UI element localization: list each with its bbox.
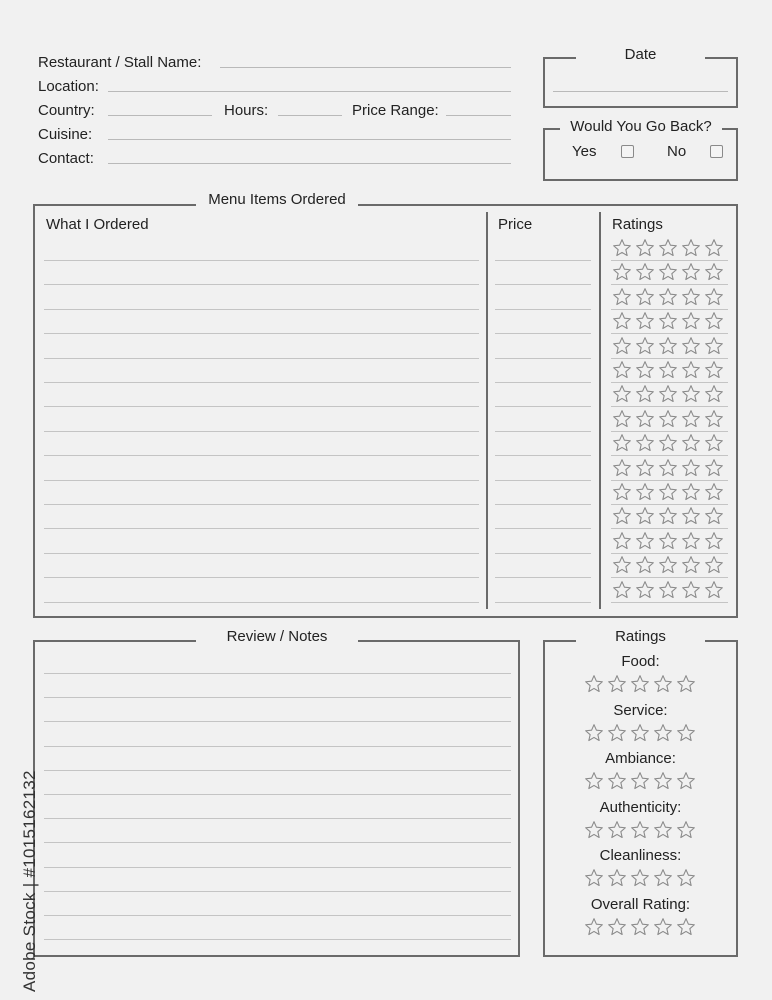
rating-category-label: Ambiance: [605,750,676,767]
star-outline-icon[interactable] [658,482,678,502]
star-outline-icon[interactable] [612,262,632,282]
rating-line[interactable] [611,455,728,456]
rating-category-label: Food: [621,653,660,670]
star-outline-icon[interactable] [676,723,696,743]
star-outline-icon[interactable] [653,917,673,937]
star-outline-icon[interactable] [612,433,632,453]
star-outline-icon[interactable] [658,409,678,429]
price-header: Price [498,216,533,233]
category-rating-stars [584,917,696,937]
menu-item-rating-stars [612,360,724,380]
star-outline-icon[interactable] [704,409,724,429]
star-outline-icon[interactable] [658,262,678,282]
star-outline-icon[interactable] [607,723,627,743]
yes-checkbox[interactable] [621,145,634,158]
star-outline-icon[interactable] [612,409,632,429]
no-checkbox[interactable] [710,145,723,158]
menu-item-rating-stars [612,555,724,575]
star-outline-icon[interactable] [635,262,655,282]
price-line[interactable] [495,284,591,285]
menu-item-rating-stars [612,311,724,331]
date-field[interactable] [553,91,728,92]
star-outline-icon[interactable] [635,531,655,551]
star-outline-icon[interactable] [607,771,627,791]
star-outline-icon[interactable] [607,868,627,888]
star-outline-icon[interactable] [612,384,632,404]
rating-line[interactable] [611,260,728,261]
menu-item-rating-stars [612,506,724,526]
star-outline-icon[interactable] [630,771,650,791]
menu-item-rating-stars [612,458,724,478]
ordered-line[interactable] [44,309,479,310]
star-outline-icon[interactable] [635,580,655,600]
menu-item-rating-stars [612,482,724,502]
star-outline-icon[interactable] [635,555,655,575]
star-outline-icon[interactable] [630,723,650,743]
price-column-divider [486,212,488,609]
star-outline-icon[interactable] [658,238,678,258]
review-line[interactable] [44,746,511,747]
star-outline-icon[interactable] [635,287,655,307]
review-line[interactable] [44,794,511,795]
star-outline-icon[interactable] [658,531,678,551]
price-line[interactable] [495,577,591,578]
watermark-text: Adobe Stock | #1015162132 [20,770,39,992]
rating-line[interactable] [611,333,728,334]
star-outline-icon[interactable] [676,917,696,937]
star-outline-icon[interactable] [612,506,632,526]
star-outline-icon[interactable] [584,917,604,937]
menu-item-rating-stars [612,433,724,453]
ordered-line[interactable] [44,553,479,554]
star-outline-icon[interactable] [681,409,701,429]
price-line[interactable] [495,309,591,310]
star-outline-icon[interactable] [630,868,650,888]
star-outline-icon[interactable] [653,674,673,694]
star-outline-icon[interactable] [653,820,673,840]
menu-item-rating-stars [612,384,724,404]
price-range-label: Price Range: [352,102,439,119]
star-outline-icon[interactable] [635,384,655,404]
star-outline-icon[interactable] [681,580,701,600]
star-outline-icon[interactable] [676,674,696,694]
star-outline-icon[interactable] [584,868,604,888]
ratings-column-divider [599,212,601,609]
star-outline-icon[interactable] [658,580,678,600]
review-line[interactable] [44,697,511,698]
star-outline-icon[interactable] [704,458,724,478]
go-back-title: Would You Go Back? [560,118,722,136]
price-line[interactable] [495,358,591,359]
star-outline-icon[interactable] [612,458,632,478]
ordered-line[interactable] [44,284,479,285]
star-outline-icon[interactable] [681,384,701,404]
star-outline-icon[interactable] [681,531,701,551]
category-rating-stars [584,771,696,791]
star-outline-icon[interactable] [681,433,701,453]
rating-line[interactable] [611,382,728,383]
menu-item-rating-stars [612,262,724,282]
contact-field[interactable] [108,163,511,164]
star-outline-icon[interactable] [635,360,655,380]
menu-item-rating-stars [612,409,724,429]
star-outline-icon[interactable] [704,287,724,307]
review-line[interactable] [44,939,511,940]
star-outline-icon[interactable] [635,311,655,331]
contact-label: Contact: [38,150,94,167]
rating-line[interactable] [611,504,728,505]
ordered-line[interactable] [44,528,479,529]
star-outline-icon[interactable] [704,580,724,600]
review-line[interactable] [44,891,511,892]
restaurant-field[interactable] [220,67,511,68]
category-rating-stars [584,868,696,888]
location-label: Location: [38,78,99,95]
star-outline-icon[interactable] [584,820,604,840]
rating-line[interactable] [611,577,728,578]
star-outline-icon[interactable] [635,409,655,429]
star-outline-icon[interactable] [607,917,627,937]
review-line[interactable] [44,673,511,674]
rating-category-label: Overall Rating: [590,896,691,913]
star-outline-icon[interactable] [612,580,632,600]
star-outline-icon[interactable] [681,238,701,258]
category-rating-stars [584,820,696,840]
rating-line[interactable] [611,431,728,432]
star-outline-icon[interactable] [584,771,604,791]
star-outline-icon[interactable] [607,674,627,694]
star-outline-icon[interactable] [658,458,678,478]
ordered-line[interactable] [44,577,479,578]
menu-items-title: Menu Items Ordered [196,191,358,209]
star-outline-icon[interactable] [658,311,678,331]
review-line[interactable] [44,818,511,819]
hours-label: Hours: [224,102,269,119]
star-outline-icon[interactable] [681,287,701,307]
price-line[interactable] [495,406,591,407]
price-line[interactable] [495,455,591,456]
ordered-line[interactable] [44,358,479,359]
star-outline-icon[interactable] [681,555,701,575]
review-line[interactable] [44,915,511,916]
review-notes-box [33,640,520,957]
cuisine-field[interactable] [108,139,511,140]
ordered-line[interactable] [44,455,479,456]
rating-line[interactable] [611,553,728,554]
star-outline-icon[interactable] [584,723,604,743]
price-line[interactable] [495,431,591,432]
star-outline-icon[interactable] [653,723,673,743]
star-outline-icon[interactable] [704,555,724,575]
star-outline-icon[interactable] [612,238,632,258]
star-outline-icon[interactable] [635,506,655,526]
ordered-line[interactable] [44,602,479,603]
price-line[interactable] [495,260,591,261]
country-field[interactable] [108,115,212,116]
rating-category-label: Cleanliness: [599,847,682,864]
star-outline-icon[interactable] [676,771,696,791]
price-range-field[interactable] [446,115,511,116]
star-outline-icon[interactable] [612,287,632,307]
star-outline-icon[interactable] [612,555,632,575]
star-outline-icon[interactable] [612,360,632,380]
star-outline-icon[interactable] [704,360,724,380]
ordered-line[interactable] [44,431,479,432]
star-outline-icon[interactable] [612,311,632,331]
ratings-title: Ratings [576,628,705,646]
star-outline-icon[interactable] [635,238,655,258]
hours-field[interactable] [278,115,342,116]
star-outline-icon[interactable] [658,287,678,307]
menu-item-rating-stars [612,287,724,307]
star-outline-icon[interactable] [635,482,655,502]
star-outline-icon[interactable] [681,336,701,356]
star-outline-icon[interactable] [681,458,701,478]
star-outline-icon[interactable] [681,360,701,380]
star-outline-icon[interactable] [584,674,604,694]
menu-item-rating-stars [612,580,724,600]
rating-line[interactable] [611,528,728,529]
star-outline-icon[interactable] [607,820,627,840]
star-outline-icon[interactable] [681,482,701,502]
star-outline-icon[interactable] [630,820,650,840]
date-title: Date [576,46,705,64]
star-outline-icon[interactable] [704,433,724,453]
star-outline-icon[interactable] [635,336,655,356]
what-i-ordered-header: What I Ordered [46,216,149,233]
star-outline-icon[interactable] [658,360,678,380]
ordered-line[interactable] [44,504,479,505]
category-rating-stars [584,723,696,743]
rating-line[interactable] [611,602,728,603]
star-outline-icon[interactable] [658,336,678,356]
rating-line[interactable] [611,358,728,359]
star-outline-icon[interactable] [658,506,678,526]
price-line[interactable] [495,602,591,603]
price-line[interactable] [495,504,591,505]
star-outline-icon[interactable] [635,433,655,453]
cuisine-label: Cuisine: [38,126,93,143]
ratings-header: Ratings [612,216,663,233]
star-outline-icon[interactable] [630,674,650,694]
restaurant-label: Restaurant / Stall Name: [38,54,202,71]
review-line[interactable] [44,770,511,771]
review-line[interactable] [44,842,511,843]
ordered-line[interactable] [44,406,479,407]
star-outline-icon[interactable] [704,482,724,502]
star-outline-icon[interactable] [658,384,678,404]
menu-item-rating-stars [612,531,724,551]
ordered-line[interactable] [44,260,479,261]
star-outline-icon[interactable] [681,506,701,526]
category-rating-stars [584,674,696,694]
yes-label: Yes [572,143,597,160]
ordered-line[interactable] [44,333,479,334]
star-outline-icon[interactable] [676,868,696,888]
review-notes-title: Review / Notes [196,628,358,646]
star-outline-icon[interactable] [653,868,673,888]
review-line[interactable] [44,867,511,868]
star-outline-icon[interactable] [704,384,724,404]
star-outline-icon[interactable] [704,311,724,331]
star-outline-icon[interactable] [676,820,696,840]
date-box [543,57,738,108]
star-outline-icon[interactable] [704,336,724,356]
star-outline-icon[interactable] [612,531,632,551]
star-outline-icon[interactable] [635,458,655,478]
star-outline-icon[interactable] [612,482,632,502]
price-line[interactable] [495,553,591,554]
price-line[interactable] [495,382,591,383]
star-outline-icon[interactable] [658,433,678,453]
price-line[interactable] [495,333,591,334]
menu-item-rating-stars [612,238,724,258]
location-field[interactable] [108,91,511,92]
star-outline-icon[interactable] [681,262,701,282]
price-line[interactable] [495,528,591,529]
ordered-line[interactable] [44,480,479,481]
no-label: No [667,143,687,160]
rating-line[interactable] [611,480,728,481]
star-outline-icon[interactable] [704,262,724,282]
rating-line[interactable] [611,309,728,310]
star-outline-icon[interactable] [704,238,724,258]
menu-item-rating-stars [612,336,724,356]
star-outline-icon[interactable] [704,531,724,551]
ordered-line[interactable] [44,382,479,383]
star-outline-icon[interactable] [653,771,673,791]
rating-line[interactable] [611,284,728,285]
star-outline-icon[interactable] [630,917,650,937]
rating-line[interactable] [611,406,728,407]
rating-category-label: Authenticity: [599,799,682,816]
star-outline-icon[interactable] [681,311,701,331]
rating-category-label: Service: [613,702,668,719]
star-outline-icon[interactable] [658,555,678,575]
price-line[interactable] [495,480,591,481]
review-line[interactable] [44,721,511,722]
star-outline-icon[interactable] [612,336,632,356]
star-outline-icon[interactable] [704,506,724,526]
country-label: Country: [38,102,95,119]
